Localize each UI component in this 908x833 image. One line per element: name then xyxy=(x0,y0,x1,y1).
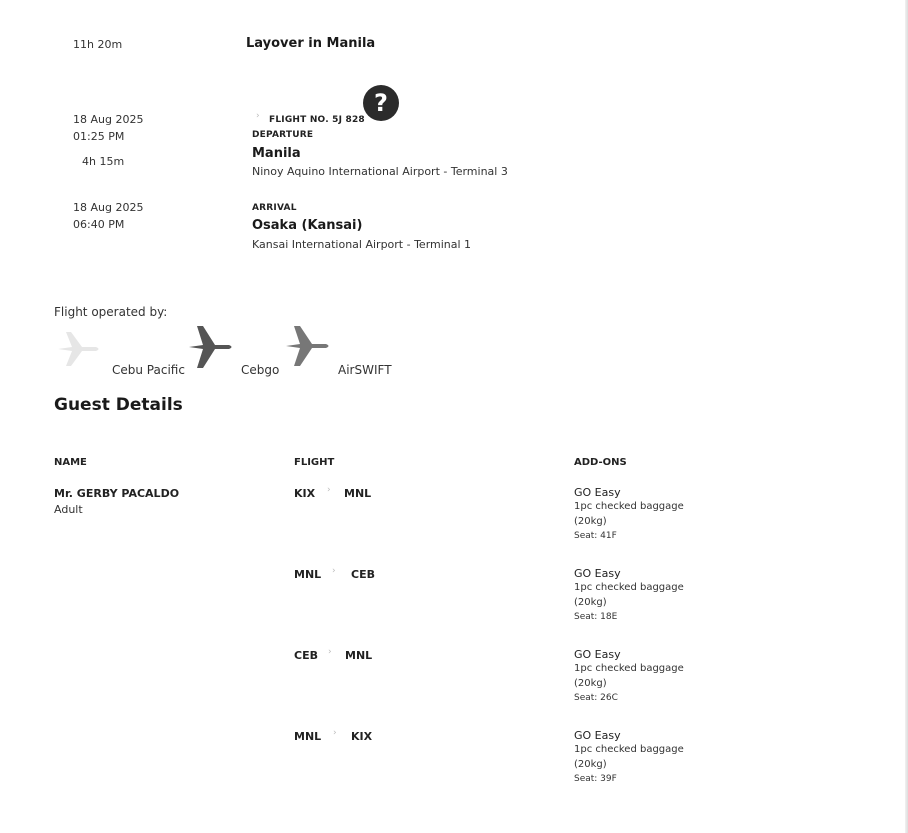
addon-baggage-weight: (20kg) xyxy=(574,678,607,689)
segment-to: KIX xyxy=(351,730,373,743)
addon-seat: Seat: 41F xyxy=(574,531,617,541)
addon-baggage: 1pc checked baggage xyxy=(574,663,684,674)
addon-seat: Seat: 26C xyxy=(574,693,618,703)
departure-time: 01:25 PM xyxy=(73,130,125,143)
addon-baggage-weight: (20kg) xyxy=(574,516,607,527)
addon-baggage-weight: (20kg) xyxy=(574,759,607,770)
plane-icon: › xyxy=(328,647,332,657)
addon-seat: Seat: 18E xyxy=(574,612,618,622)
addon-baggage: 1pc checked baggage xyxy=(574,744,684,755)
carrier-airswift: AirSWIFT xyxy=(338,363,392,377)
departure-city: Manila xyxy=(252,146,301,161)
departure-date: 18 Aug 2025 xyxy=(73,113,144,126)
segment-from: MNL xyxy=(294,568,322,581)
segment-from: MNL xyxy=(294,730,322,743)
arrival-airport: Kansai International Airport - Terminal 1 xyxy=(252,238,472,251)
addon-baggage: 1pc checked baggage xyxy=(574,582,684,593)
help-icon[interactable]: ? xyxy=(363,85,399,121)
column-name: NAME xyxy=(54,457,87,468)
segment-to: MNL xyxy=(344,487,372,500)
layover-title: Layover in Manila xyxy=(246,36,376,51)
cebu-pacific-plane-icon xyxy=(56,330,102,368)
addon-bundle: GO Easy xyxy=(574,648,621,661)
segment-to: MNL xyxy=(345,649,373,662)
addon-bundle: GO Easy xyxy=(574,486,621,499)
plane-icon: › xyxy=(333,728,337,738)
arrival-label: ARRIVAL xyxy=(252,203,297,213)
plane-icon: › xyxy=(332,566,336,576)
layover-duration: 11h 20m xyxy=(73,38,123,51)
addon-bundle: GO Easy xyxy=(574,729,621,742)
segment-to: CEB xyxy=(351,568,375,581)
arrival-date: 18 Aug 2025 xyxy=(73,201,144,214)
segment-from: CEB xyxy=(294,649,318,662)
plane-icon: › xyxy=(256,111,260,121)
addon-baggage: 1pc checked baggage xyxy=(574,501,684,512)
operated-by-label: Flight operated by: xyxy=(54,305,168,319)
cebgo-plane-icon xyxy=(187,324,235,370)
guest-details-title: Guest Details xyxy=(54,395,183,415)
departure-airport: Ninoy Aquino International Airport - Terminal 3 xyxy=(252,165,508,178)
guest-type: Adult xyxy=(54,503,83,516)
flight-number: FLIGHT NO. 5J 828 xyxy=(269,115,365,125)
departure-label: DEPARTURE xyxy=(252,130,314,140)
airswift-plane-icon xyxy=(284,324,332,368)
flight-duration: 4h 15m xyxy=(82,155,125,168)
column-flight: FLIGHT xyxy=(294,457,335,468)
addon-bundle: GO Easy xyxy=(574,567,621,580)
guest-name: Mr. GERBY PACALDO xyxy=(54,487,180,500)
arrival-city: Osaka (Kansai) xyxy=(252,218,363,233)
segment-from: KIX xyxy=(294,487,316,500)
carrier-cebgo: Cebgo xyxy=(241,363,280,377)
addon-seat: Seat: 39F xyxy=(574,774,617,784)
addon-baggage-weight: (20kg) xyxy=(574,597,607,608)
column-addons: ADD-ONS xyxy=(574,457,627,468)
plane-icon: › xyxy=(327,485,331,495)
arrival-time: 06:40 PM xyxy=(73,218,125,231)
carrier-cebu-pacific: Cebu Pacific xyxy=(112,363,185,377)
